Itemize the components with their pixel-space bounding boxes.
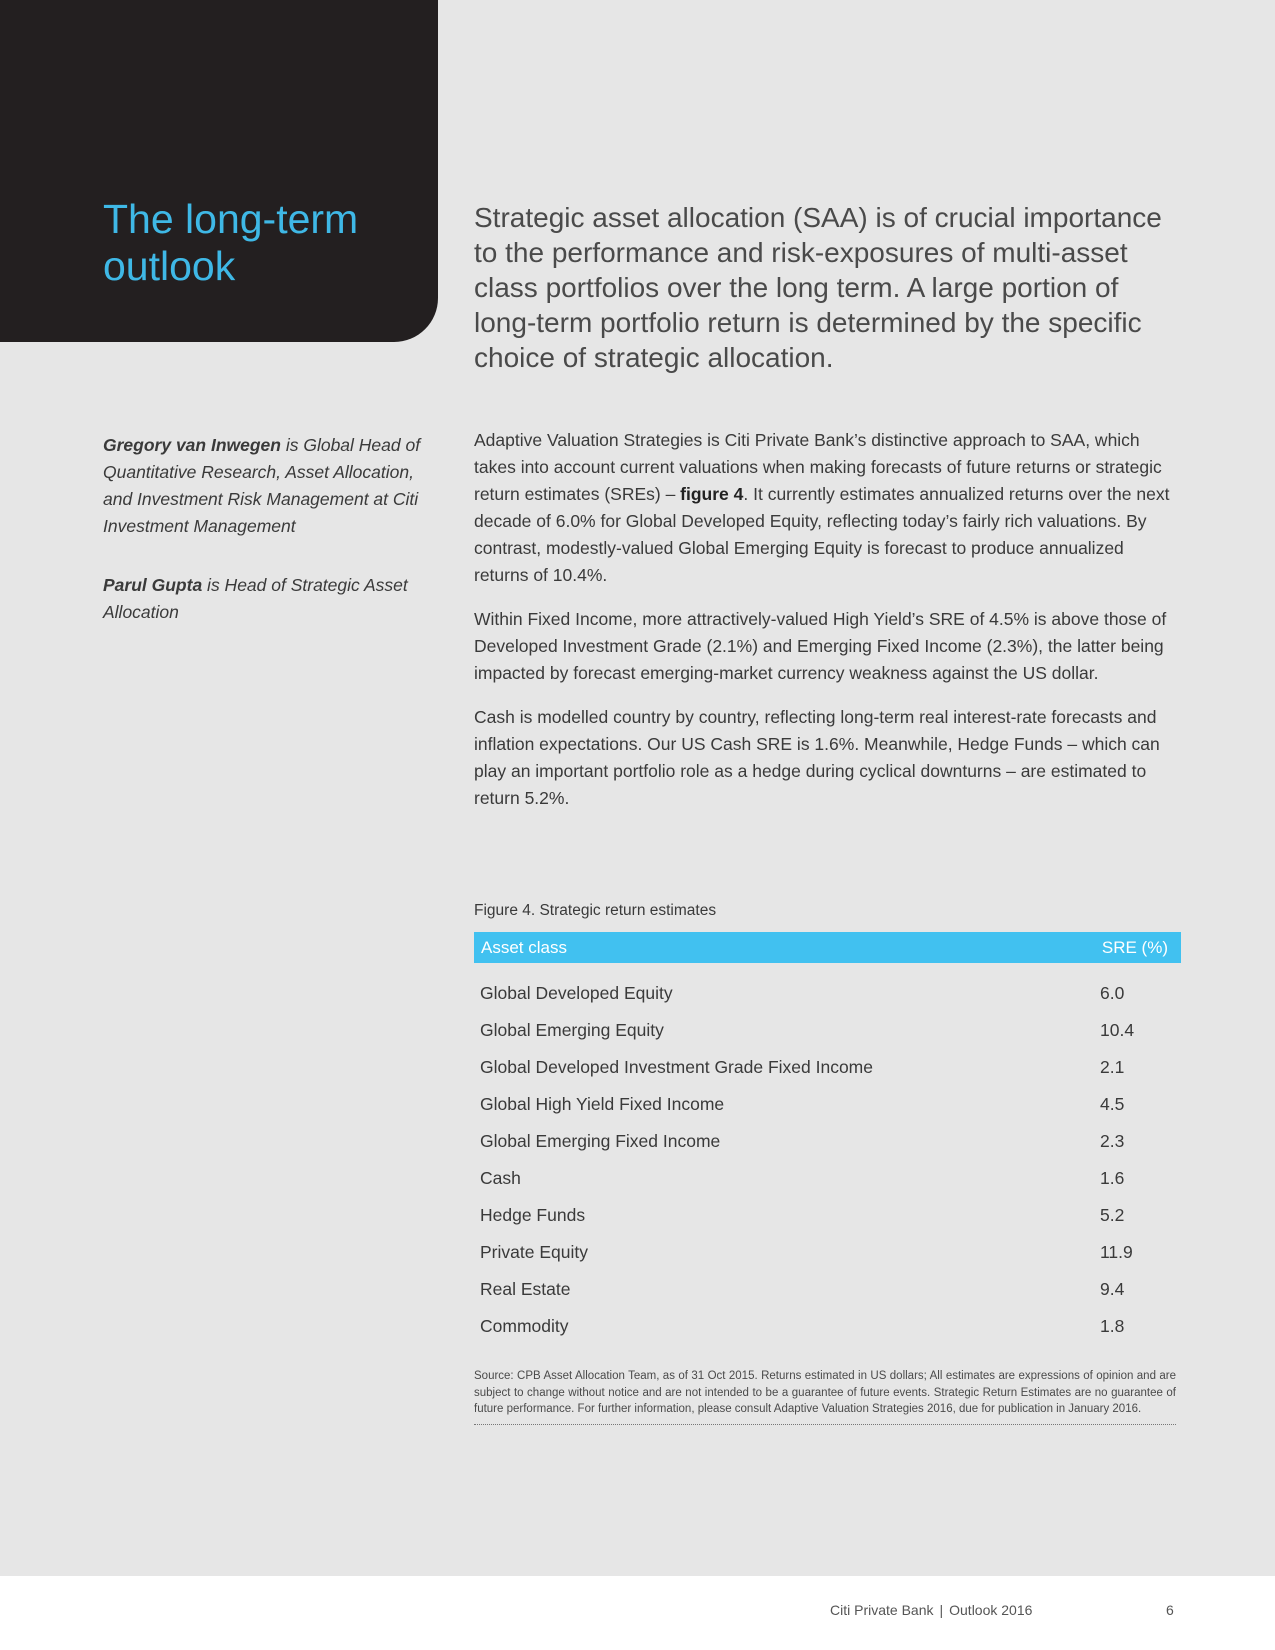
author-name: Gregory van Inwegen [103, 435, 281, 455]
author-bio [103, 572, 433, 626]
body-paragraph-text: Adaptive Valuation Strategies is Citi Private Bank’s distinctive approach to SAA, which takes into account current valuations when making forecasts of future returns or strategic return estimates (SREs) – [474, 430, 1162, 504]
table-row [474, 1271, 1181, 1308]
sre-value-cell: 5.2 [1100, 1205, 1125, 1225]
asset-class-cell: Hedge Funds [480, 1205, 586, 1225]
table-row [474, 1012, 1181, 1049]
sre-value-cell: 1.8 [1100, 1316, 1125, 1336]
asset-class-cell: Private Equity [480, 1242, 588, 1262]
table-row [474, 1308, 1181, 1345]
table-row [474, 975, 1181, 1012]
footer-separator: | [939, 1602, 944, 1618]
body-paragraph-text: . It currently estimates annualized returns over the next decade of 6.0% for Global Developed Equity, reflecting today’s fairly rich valuations. By contrast, modestly-valued Global Emerging Equity is forecast to produce annualized returns of 10.4%. [474, 484, 1170, 585]
sre-value-cell: 2.3 [1100, 1131, 1125, 1151]
asset-class-cell: Cash [480, 1168, 521, 1188]
sre-value-cell: 11.9 [1100, 1242, 1133, 1262]
asset-class-cell: Real Estate [480, 1279, 571, 1299]
sre-value-cell: 9.4 [1100, 1279, 1125, 1299]
table-body [474, 975, 1181, 1345]
author-role: is Head of Strategic Asset Allocation [103, 575, 408, 622]
body-paragraph: Within Fixed Income, more attractively-valued High Yield’s SRE of 4.5% is above those of Developed Investment Grade (2.1%) and Emerging Fixed Income (2.3%), the latter being impacted by forecast emerging-market currency weakness against the US dollar. [474, 609, 1167, 683]
author-role: is Global Head of Quantitative Research, Asset Allocation, and Investment Risk Management at Citi Investment Management [103, 435, 421, 536]
sre-value-cell: 1.6 [1100, 1168, 1125, 1188]
footer-publication [830, 1602, 1032, 1618]
column-header-sre: SRE (%) [1101, 937, 1168, 957]
table-row [474, 1160, 1181, 1197]
article-body [474, 427, 1174, 829]
asset-class-cell: Commodity [480, 1316, 569, 1336]
sre-table [474, 932, 1181, 1345]
footer-publisher: Citi Private Bank [830, 1602, 934, 1618]
table-row [474, 1234, 1181, 1271]
sre-value-cell: 4.5 [1100, 1094, 1125, 1114]
author-bios [103, 432, 433, 658]
table-row [474, 1197, 1181, 1234]
table-row [474, 1086, 1181, 1123]
asset-class-cell: Global Emerging Equity [480, 1020, 664, 1040]
figure-reference-link[interactable]: figure 4 [680, 484, 744, 504]
asset-class-cell: Global Developed Investment Grade Fixed Income [480, 1057, 873, 1077]
column-header-asset-class: Asset class [481, 937, 567, 957]
author-bio [103, 432, 433, 540]
table-header [474, 932, 1181, 963]
page-number: 6 [1166, 1602, 1174, 1618]
author-name: Parul Gupta [103, 575, 203, 595]
sre-value-cell: 2.1 [1100, 1057, 1125, 1077]
page-title-line-1: The long-term [103, 196, 359, 242]
table-row [474, 1049, 1181, 1086]
sre-value-cell: 10.4 [1100, 1020, 1135, 1040]
page-footer [0, 1576, 1275, 1650]
intro-paragraph: Strategic asset allocation (SAA) is of crucial importance to the performance and risk-exposures of multi-asset class portfolios over the long term. A large portion of long-term portfolio return is determined by the specific choice of strategic allocation. [474, 202, 1162, 373]
footer-title: Outlook 2016 [949, 1602, 1033, 1618]
page-title-line-2: outlook [103, 243, 236, 289]
asset-class-cell: Global Emerging Fixed Income [480, 1131, 721, 1151]
asset-class-cell: Global High Yield Fixed Income [480, 1094, 725, 1114]
sre-value-cell: 6.0 [1100, 983, 1125, 1003]
figure-caption: Figure 4. Strategic return estimates [474, 902, 717, 919]
asset-class-cell: Global Developed Equity [480, 983, 673, 1003]
header-dark-panel [0, 0, 438, 342]
body-paragraph: Cash is modelled country by country, reflecting long-term real interest-rate forecasts and inflation expectations. Our US Cash SRE is 1.6%. Meanwhile, Hedge Funds – which can play an important portfolio role as a hedge during cyclical downturns – are estimated to return 5.2%. [474, 707, 1160, 808]
page-title [103, 196, 423, 290]
figure-source-note: Source: CPB Asset Allocation Team, as of 31 Oct 2015. Returns estimated in US dollars; All estimates are expressions of opinion and are subject to change without notice and are not intended to be a guarantee of future events. Strategic Return Estimates are no guarantee of future performance. For further information, please consult Adaptive Valuation Strategies 2016, due for publication in January 2016. [474, 1368, 1176, 1425]
table-row [474, 1123, 1181, 1160]
body-paragraph [474, 427, 1174, 589]
